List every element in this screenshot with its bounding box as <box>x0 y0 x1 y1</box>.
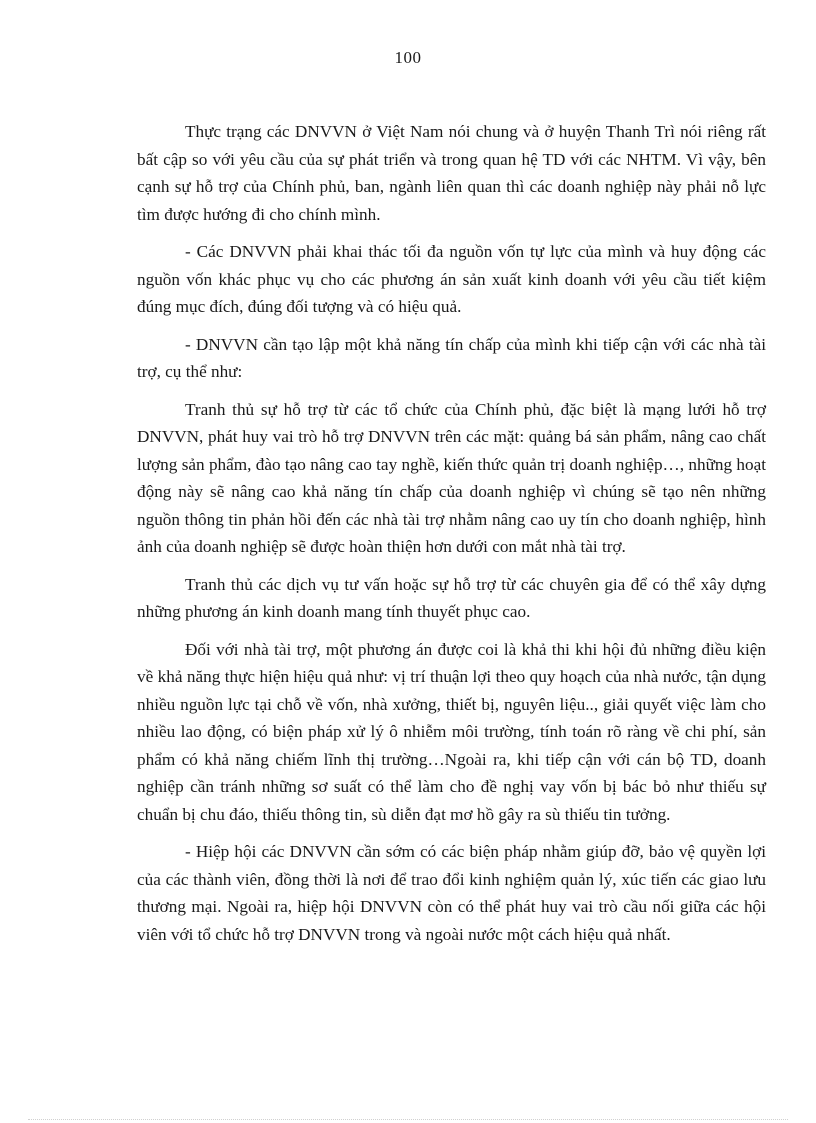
paragraph-7: - Hiệp hội các DNVVN cần sớm có các biện pháp nhằm giúp đỡ, bảo vệ quyền lợi của các thành viên, đồng thời là nơi để trao đổi kinh nghiệm quản lý, xúc tiến các giao lưu thương mại. Ngoài ra, hiệp hội DNVVN còn có thể phát huy vai trò cầu nối giữa các hội viên với tổ chức hỗ trợ DNVVN trong và ngoài nước một cách hiệu quả nhất. <box>137 842 766 944</box>
paragraph-4: Tranh thủ sự hỗ trợ từ các tổ chức của Chính phủ, đặc biệt là mạng lưới hỗ trợ DNVVN, phát huy vai trò hỗ trợ DNVVN trên các mặt: quảng bá sản phẩm, nâng cao chất lượng sản phẩm, đào tạo nâng cao tay nghề, kiến thức quản trị doanh nghiệp…, những hoạt động này sẽ nâng cao khả năng tín chấp của doanh nghiệp vì chúng sẽ tạo nên những nguồn thông tin phản hồi đến các nhà tài trợ nhằm nâng cao uy tín cho doanh nghiệp, hình ảnh của doanh nghiệp sẽ được hoàn thiện hơn dưới con mắt nhà tài trợ. <box>137 399 766 556</box>
paragraph-2: - Các DNVVN phải khai thác tối đa nguồn vốn tự lực của mình và huy động các nguồn vốn khác phục vụ cho các phương án sản xuất kinh doanh với yêu cầu tiết kiệm đúng mục đích, đúng đối tượng và có hiệu quả. <box>137 242 766 316</box>
paragraph-1: Thực trạng các DNVVN ở Việt Nam nói chung và ở huyện Thanh Trì nói riêng rất bất cập so với yêu cầu của sự phát triển và trong quan hệ TD với các NHTM. Vì vậy, bên cạnh sự hỗ trợ của Chính phủ, ban, ngành liên quan thì các doanh nghiệp này phải nỗ lực tìm được hướng đi cho chính mình. <box>137 122 766 224</box>
body-text <box>137 118 766 958</box>
paragraph-3: - DNVVN cần tạo lập một khả năng tín chấp của mình khi tiếp cận với các nhà tài trợ, cụ thể như: <box>137 334 766 381</box>
paragraph-5: Tranh thủ các dịch vụ tư vấn hoặc sự hỗ trợ từ các chuyên gia để có thể xây dựng những phương án kinh doanh mang tính thuyết phục cao. <box>137 574 766 621</box>
page-bottom-rule <box>28 1119 788 1120</box>
page-number: 100 <box>394 48 422 67</box>
paragraph-6: Đối với nhà tài trợ, một phương án được coi là khả thi khi hội đủ những điều kiện về khả năng thực hiện hiệu quả như: vị trí thuận lợi theo quy hoạch của nhà nước, tận dụng nhiều nguồn lực tại chỗ về vốn, nhà xưởng, thiết bị, nguyên liệu.., giải quyết việc làm cho nhiều lao động, có biện pháp xử lý ô nhiễm môi trường, tính toán rõ ràng về chi phí, sản phẩm có khả năng chiếm lĩnh thị trường…Ngoài ra, khi tiếp cận với cán bộ TD, doanh nghiệp cần tránh những sơ suất có thể làm cho đề nghị vay vốn bị bác bỏ như thiếu sự chuẩn bị chu đáo, thiếu thông tin, sù diễn đạt mơ hồ gây ra sù thiếu tin tưởng. <box>137 639 766 824</box>
